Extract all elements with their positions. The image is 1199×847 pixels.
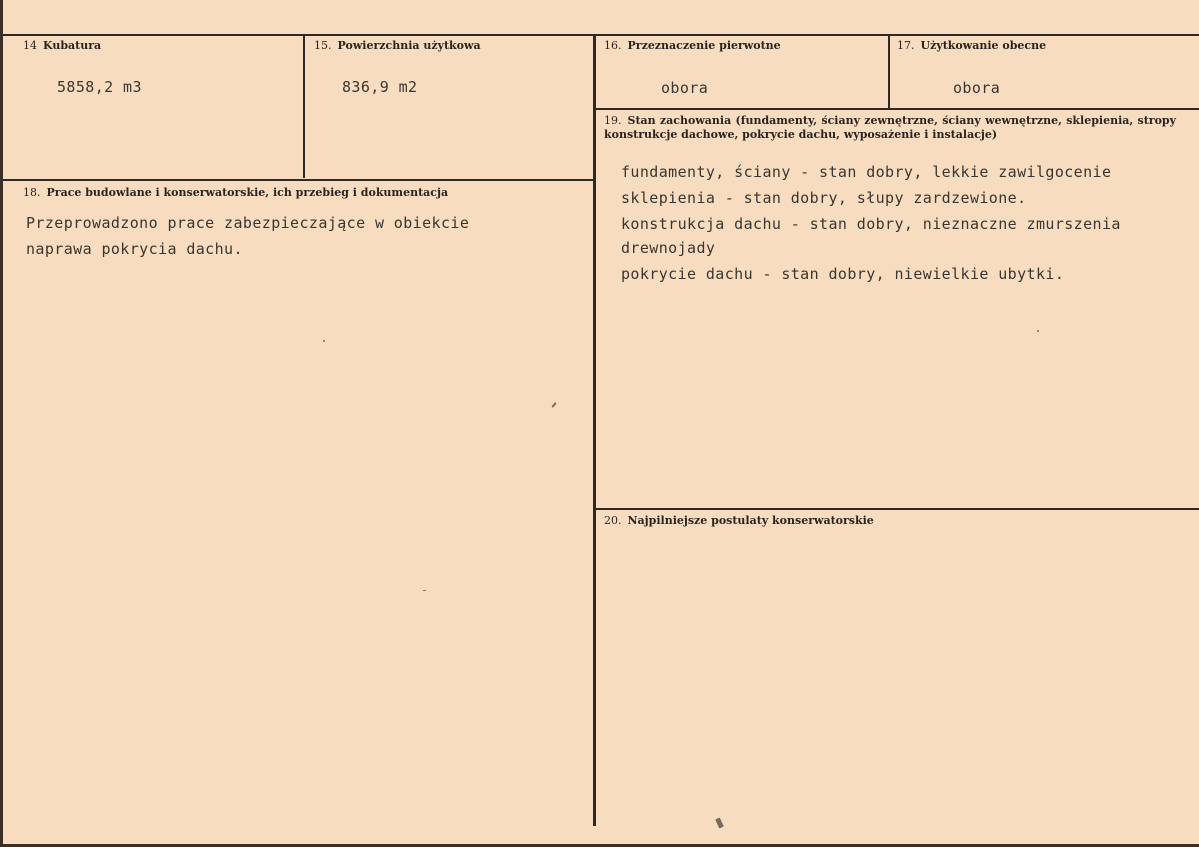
top-rule bbox=[3, 34, 1199, 36]
field-19-line: konstrukcja dachu - stan dobry, nieznaczne zmurszenia bbox=[621, 215, 1121, 233]
field-18-title: Prace budowlane i konserwatorskie, ich przebieg i dokumentacja bbox=[46, 186, 449, 199]
field-17-value: obora bbox=[953, 79, 1001, 97]
field-14-value: 5858,2 m3 bbox=[57, 78, 142, 96]
field-19-label bbox=[604, 114, 1176, 142]
field-16-value: obora bbox=[661, 79, 709, 97]
paper-speck bbox=[1037, 330, 1039, 332]
divider-14-15 bbox=[303, 34, 305, 178]
field-15-title: Powierzchnia użytkowa bbox=[337, 39, 481, 52]
field-18-line: Przeprowadzono prace zabezpieczające w obiekcie bbox=[26, 214, 470, 232]
divider-16-17 bbox=[888, 34, 890, 108]
field-18-line: naprawa pokrycia dachu. bbox=[26, 240, 243, 258]
field-17-number: 17. bbox=[897, 39, 915, 52]
field-19-number: 19. bbox=[604, 114, 622, 127]
field-19-line: sklepienia - stan dobry, słupy zardzewione. bbox=[621, 189, 1027, 207]
field-19-title: Stan zachowania (fundamenty, ściany zewnętrzne, ściany wewnętrzne, sklepienia, stropy konstrukcje dachowe, pokrycie dachu, wyposażenie i instalacje) bbox=[604, 114, 1176, 141]
field-20-label bbox=[604, 514, 874, 528]
paper-speck bbox=[551, 402, 556, 408]
field-14-title: Kubatura bbox=[43, 39, 102, 52]
field-16-label bbox=[604, 39, 781, 53]
field-17-title: Użytkowanie obecne bbox=[920, 39, 1047, 52]
main-vertical-divider bbox=[593, 34, 596, 826]
field-14-label bbox=[23, 39, 101, 53]
field-16-number: 16. bbox=[604, 39, 622, 52]
field-19-line: pokrycie dachu - stan dobry, niewielkie ubytki. bbox=[621, 265, 1065, 283]
paper-speck bbox=[423, 590, 426, 591]
paper-speck bbox=[323, 340, 325, 342]
field-15-value: 836,9 m2 bbox=[342, 78, 418, 96]
field-17-label bbox=[897, 39, 1046, 53]
field-18-number: 18. bbox=[23, 186, 41, 199]
field-15-label bbox=[314, 39, 481, 53]
field-20-number: 20. bbox=[604, 514, 622, 527]
field-15-number: 15. bbox=[314, 39, 332, 52]
rule-above-19 bbox=[596, 108, 1199, 110]
field-19-line: fundamenty, ściany - stan dobry, lekkie zawilgocenie bbox=[621, 163, 1112, 181]
rule-above-18 bbox=[3, 179, 593, 181]
field-20-title: Najpilniejsze postulaty konserwatorskie bbox=[627, 514, 874, 527]
field-14-number: 14 bbox=[23, 39, 37, 52]
field-16-title: Przeznaczenie pierwotne bbox=[627, 39, 781, 52]
field-19-line: drewnojady bbox=[621, 239, 716, 257]
paper-speck bbox=[715, 817, 724, 828]
field-18-label bbox=[23, 186, 448, 200]
rule-above-20 bbox=[596, 508, 1199, 510]
